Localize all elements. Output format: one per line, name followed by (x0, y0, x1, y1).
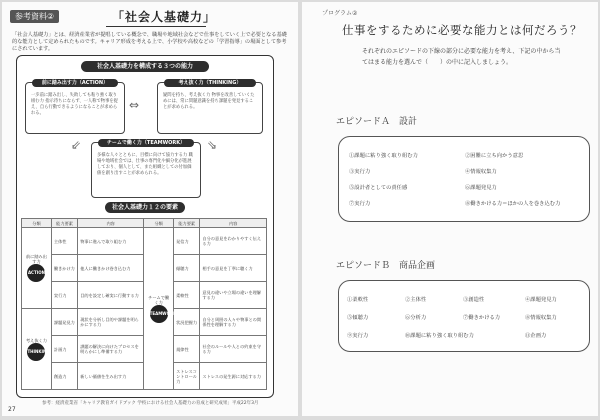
ability-text: 疑問を持ち、考え抜く力 物事を改善していくためには、常に問題意識を持ち課題を発見することが求められる。 (163, 93, 255, 110)
content-cell: 意見の違いや立場の違いを理解する力 (200, 282, 267, 309)
double-arrow-icon: ⇔ (129, 98, 140, 112)
section-heading-twelve-elements: 社会人基礎力１２の要素 (105, 202, 185, 213)
action-badge: ACTION (27, 264, 45, 282)
header-cell: 分類 (22, 219, 52, 228)
ability-text: 一歩前に踏み出し、失敗しても粘り強く取り組む力 指示待ちにならず、一人称で物事を捉え、自ら行動できるようになることが求められる。 (31, 93, 118, 116)
reference-header (10, 10, 59, 23)
page-title: 「社会人基礎力」 (112, 10, 217, 24)
option-item: ⑦働きかける力 (463, 315, 501, 321)
thinking-badge: THINKING (27, 343, 45, 361)
element-cell: 傾聴力 (174, 255, 200, 282)
element-cell: 計画力 (51, 336, 77, 363)
element-cell: 規律性 (174, 336, 200, 363)
category-label: 考え抜く力 (25, 337, 47, 343)
header-cell: 内容 (78, 219, 144, 228)
ability-title: 考え抜く力（THINKING） (164, 79, 256, 87)
content-cell: 相手の意見を丁寧に聴く力 (200, 255, 267, 282)
option-item: ④課題発見力 (525, 297, 557, 303)
option-item: ⑦実行力 (349, 201, 371, 207)
option-item: ①柔軟性 (347, 297, 369, 303)
right-page (302, 2, 598, 416)
content-cell: 他人に働きかけ巻き込む力 (78, 255, 144, 282)
content-cell: 目的を設定し確実に行動する力 (78, 282, 144, 309)
option-item: ④情報収集力 (465, 169, 497, 175)
content-cell: 社会のルールや人との約束を守る力 (200, 336, 267, 363)
table-header-row (22, 219, 267, 228)
header-cell: 能力要素 (174, 219, 200, 228)
option-item: ⑧情報収集力 (525, 315, 557, 321)
program-label: プログラム② (322, 10, 358, 17)
content-cell: 自分の意見をわかりやすく伝える力 (200, 228, 267, 255)
option-item: ⑤傾聴力 (347, 315, 369, 321)
header-cell: 分類 (144, 219, 174, 228)
diagonal-arrow-icon: ⇙ (71, 138, 82, 152)
ability-title: 前に踏み出す力（ACTION） (32, 79, 118, 87)
source-footnote: 参考：経済産業省「キャリア教育ガイドブック 学校における社会人基礎力の育成と研究成果」平成22年3月 (42, 401, 259, 406)
episode-b-heading: エピソードＢ 商品企画 (336, 261, 436, 271)
header-cell: 能力要素 (51, 219, 77, 228)
header-cell: 内容 (200, 219, 267, 228)
category-label: チームで働く力 (148, 294, 170, 305)
element-cell: 柔軟性 (174, 282, 200, 309)
page-number: 27 (8, 406, 16, 413)
category-team (144, 228, 177, 390)
table-row (22, 228, 267, 255)
ability-title: チームで働く力（TEAMWORK） (98, 139, 194, 147)
elements-table (21, 218, 267, 390)
option-item: ⑩課題に粘り強く取り組む力 (405, 333, 474, 339)
element-cell: 働きかけ力 (51, 255, 77, 282)
content-cell: ストレスの発生源に対応する力 (200, 363, 267, 390)
option-item: ⑨実行力 (347, 333, 369, 339)
category-action (22, 228, 52, 309)
option-item: ⑥分析力 (405, 315, 427, 321)
instruction-text: それぞれのエピソードの下線の部分に必要な能力を考え、下記の中から当てはまる能力を選んで（ ）の中に記入しましょう。 (362, 48, 561, 66)
element-cell: 状況把握力 (174, 309, 200, 336)
episode-b-options-box (338, 280, 590, 352)
option-item: ⑪企画力 (525, 333, 547, 339)
option-item: ①課題に粘り強く取り組む力 (349, 153, 418, 159)
element-cell: 発信力 (174, 228, 200, 255)
section-heading-three-abilities: 社会人基礎力を構成する３つの能力 (81, 61, 209, 72)
episode-a-heading: エピソードＡ 設計 (336, 117, 418, 127)
title-underline (106, 26, 206, 27)
content-cell: 物事に進んで取り組む力 (78, 228, 144, 255)
ability-text: 多様な人々とともに、目標に向けて協力する力 職場や地域社会では、仕事の専門化や細分化が進展しており、個人として、また組織としての付加価値を創り出すことが求められる。 (97, 153, 193, 176)
element-cell: ストレスコントロール力 (174, 363, 200, 390)
ability-action-box (25, 82, 125, 134)
option-item: ⑧働きかける力＝ほかの人を巻き込む力 (465, 201, 561, 207)
element-cell: 課題発見力 (51, 309, 77, 336)
option-item: ②主体性 (405, 297, 427, 303)
category-label: 前に踏み出す力 (25, 254, 47, 264)
episode-a-options-box (338, 136, 590, 222)
content-cell: 現状を分析し目的や課題を明らかにする力 (78, 309, 144, 336)
competency-frame (16, 55, 274, 398)
option-item: ⑥課題発見力 (465, 185, 497, 191)
ability-teamwork-box (91, 142, 201, 198)
element-cell: 実行力 (51, 282, 77, 309)
content-cell: 課題の解決に向けたプロセスを明らかにし準備する力 (78, 336, 144, 363)
category-thinking (22, 309, 52, 390)
content-cell: 自分と周囲の人々や物事との関係性を理解する力 (200, 309, 267, 336)
intro-text: 「社会人基礎力」とは、経済産業省が提唱している概念で、職場や地域社会などで仕事をしていく上で必要となる基礎的な能力として定められたものです。キャリア形成を考える上で、小学校や高校などの「学習指導」の場面として参考にされています。 (12, 32, 287, 52)
option-item: ⑤設計者としての責任感 (349, 185, 408, 191)
left-page (2, 2, 298, 416)
content-cell: 新しい価値を生み出す力 (78, 363, 144, 390)
option-item: ③創造性 (463, 297, 485, 303)
element-cell: 主体性 (51, 228, 77, 255)
teamwork-badge: TEAMWORK (150, 305, 168, 323)
element-cell: 創造力 (51, 363, 77, 390)
option-item: ②困難に立ち向かう意思 (465, 153, 524, 159)
ability-thinking-box (157, 82, 263, 134)
option-item: ③実行力 (349, 169, 371, 175)
diagonal-arrow-icon: ⇘ (207, 138, 218, 152)
reference-label: 参考資料② (10, 10, 59, 23)
question-title: 仕事をするために必要な能力とは何だろう？ (342, 23, 582, 37)
